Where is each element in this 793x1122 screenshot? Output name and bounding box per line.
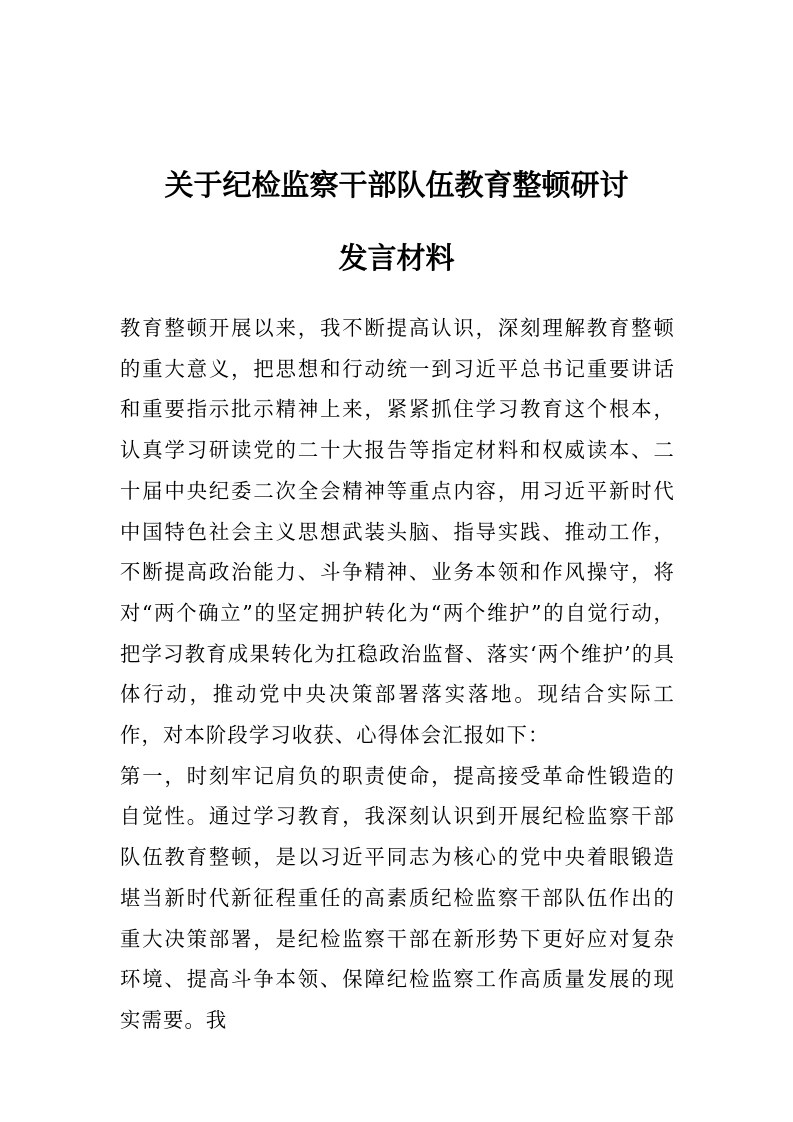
document-title-line-1: 关于纪检监察干部队伍教育整顿研讨: [164, 168, 629, 202]
body-paragraph-intro: 教育整顿开展以来，我不断提高认识，深刻理解教育整顿的重大意义，把思想和行动统一到习近平总书记重要讲话和重要指示批示精神上来，紧紧抓住学习教育这个根本，认真学习研读党的二十大报告等指定材料和权威读本、二十届中央纪委二次全会精神等重点内容，用习近平新时代中国特色社会主义思想武装头脑、指导实践、推动工作，不断提高政治能力、斗争精神、业务本领和作风操守，将对“两个确立”的坚定拥护转化为“两个维护”的自觉行动，把学习教育成果转化为扛稳政治监督、落实‘两个维护’的具体行动，推动党中央决策部署落实落地。现结合实际工作，对本阶段学习收获、心得体会汇报如下：: [120, 316, 675, 748]
body-paragraph-first-point: 第一，时刻牢记肩负的职责使命，提高接受革命性锻造的自觉性。通过学习教育，我深刻认识到开展纪检监察干部队伍教育整顿，是以习近平同志为核心的党中央着眼锻造堪当新时代新征程重任的高素质纪检监察干部队伍作出的重大决策部署，是纪检监察干部在新形势下更好应对复杂环境、提高斗争本领、保障纪检监察工作高质量发展的现实需要。我: [120, 763, 675, 1032]
document-title-line-2: 发言材料: [338, 241, 455, 275]
document-body: [120, 308, 675, 1041]
